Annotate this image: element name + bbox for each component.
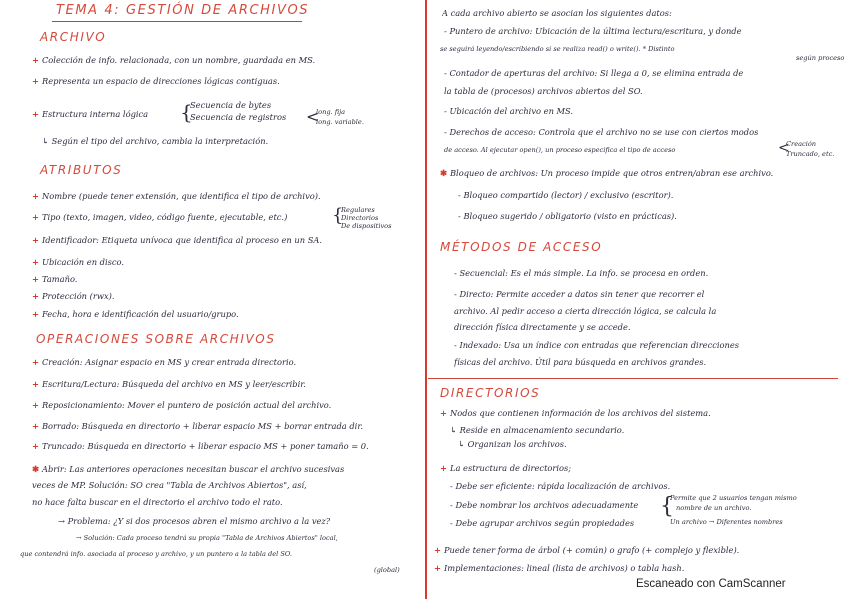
tipo-subitem: De dispositivos [341, 222, 392, 230]
nombrar-subitem: Permite que 2 usuarios tengan mismo [670, 494, 797, 502]
archivo-subitem: long. fija [316, 108, 346, 116]
operaciones-line: + Reposicionamiento: Mover el puntero de posición actual del archivo. [32, 400, 332, 410]
operaciones-line: veces de MP. Solución: SO crea "Tabla de Archivos Abiertos", así, [32, 480, 307, 490]
nombrar-subitem: nombre de un archivo. [676, 504, 752, 512]
archivo-line: + Colección de info. relacionada, con un nombre, guardada en MS. [32, 55, 316, 65]
metodos-line: - Indexado: Usa un índice con entradas que referencian direcciones [454, 340, 740, 350]
directorios-line: + La estructura de directorios; [440, 463, 572, 473]
scanner-watermark: Escaneado con CamScanner [636, 578, 786, 590]
brace-icon: < [778, 140, 790, 156]
center-divider [425, 0, 427, 599]
atributos-line: + Tipo (texto, imagen, video, código fuente, ejecutable, etc.) [32, 212, 288, 222]
title-underline [52, 21, 302, 22]
intro-line: se seguirá leyendo/escribiendo si se realiza read() o write(). * Distinto [440, 45, 675, 53]
archivo-line: ↳ Según el tipo del archivo, cambia la interpretación. [42, 136, 269, 146]
directorios-line: - Debe agrupar archivos según propiedades [450, 518, 635, 528]
acceso-subitem: Truncado, etc. [786, 150, 835, 158]
archivo-line: + Estructura interna lógica [32, 109, 149, 119]
directorios-line: - Debe ser eficiente: rápida localización de archivos. [450, 481, 671, 491]
intro-line: A cada archivo abierto se asocian los siguientes datos: [442, 8, 672, 18]
intro-line: la tabla de (procesos) archivos abiertos del SO. [444, 86, 643, 96]
brace-icon: { [332, 205, 344, 226]
directorios-heading: DIRECTORIOS [440, 386, 541, 400]
acceso-subitem: Creación [786, 140, 817, 148]
directorios-line: + Implementaciones: lineal (lista de archivos) o tabla hash. [434, 563, 685, 573]
metodos-line: archivo. Al pedir acceso a cierta dirección lógica, se calcula la [454, 306, 717, 316]
operaciones-heading: OPERACIONES SOBRE ARCHIVOS [36, 332, 276, 346]
intro-line: - Bloqueo sugerido / obligatorio (visto en prácticas). [458, 211, 677, 221]
archivo-subitem: Secuencia de bytes [190, 100, 272, 110]
operaciones-line: → Solución: Cada proceso tendrá su propia "Tabla de Archivos Abiertos" local, [76, 534, 338, 542]
atributos-line: + Nombre (puede tener extensión, que identifica el tipo de archivo). [32, 191, 321, 201]
tipo-subitem: Directorios [341, 214, 379, 222]
brace-icon: { [180, 100, 193, 124]
atributos-line: + Tamaño. [32, 274, 78, 284]
intro-line: - Puntero de archivo: Ubicación de la última lectura/escritura, y donde [444, 26, 742, 36]
atributos-heading: ATRIBUTOS [40, 163, 123, 177]
atributos-line: + Ubicación en disco. [32, 257, 125, 267]
intro-line: - Bloqueo compartido (lector) / exclusivo (escritor). [458, 190, 674, 200]
directorios-line: ↳ Organizan los archivos. [458, 439, 567, 449]
archivo-subitem: Secuencia de registros [190, 112, 287, 122]
operaciones-line: + Truncado: Búsqueda en directorio + liberar espacio MS + poner tamaño = 0. [32, 441, 369, 451]
archivo-line: + Representa un espacio de direcciones lógicas contiguas. [32, 76, 280, 86]
metodos-line: físicas del archivo. Útil para búsqueda en archivos grandes. [454, 357, 707, 367]
operaciones-line: + Escritura/Lectura: Búsqueda del archivo en MS y leer/escribir. [32, 379, 306, 389]
brace-icon: { [660, 494, 674, 519]
operaciones-line: (global) [374, 566, 400, 574]
intro-line: - Ubicación del archivo en MS. [444, 106, 574, 116]
section-divider [428, 378, 838, 379]
atributos-line: + Protección (rwx). [32, 291, 115, 301]
brace-icon: < [306, 107, 320, 126]
intro-line: de acceso. Al ejecutar open(), un proceso especifica el tipo de acceso [444, 146, 676, 154]
intro-note: según proceso [796, 54, 845, 62]
archivo-heading: ARCHIVO [40, 30, 107, 44]
operaciones-line: ✱ Abrir: Las anteriores operaciones necesitan buscar el archivo sucesivas [32, 464, 345, 474]
arrow-icon: ↳ [450, 425, 460, 435]
metodos-heading: MÉTODOS DE ACCESO [440, 240, 603, 254]
directorios-line: ↳ Reside en almacenamiento secundario. [450, 425, 625, 435]
metodos-line: - Secuencial: Es el más simple. La info. se procesa en orden. [454, 268, 709, 278]
intro-line: - Derechos de acceso: Controla que el archivo no se use con ciertos modos [444, 127, 759, 137]
operaciones-line: que contendrá info. asociada al proceso y archivo, y un puntero a la tabla del SO. [20, 550, 292, 558]
intro-line: ✱ Bloqueo de archivos: Un proceso impide que otros entren/abran ese archivo. [440, 168, 774, 178]
atributos-line: + Identificador: Etiqueta unívoca que identifica al proceso en un SA. [32, 235, 323, 245]
operaciones-line: → Problema: ¿Y si dos procesos abren el mismo archivo a la vez? [58, 516, 331, 526]
metodos-line: dirección física directamente y se accede. [454, 322, 631, 332]
operaciones-line: + Borrado: Búsqueda en directorio + liberar espacio MS + borrar entrada dir. [32, 421, 364, 431]
intro-line: - Contador de aperturas del archivo: Si llega a 0, se elimina entrada de [444, 68, 744, 78]
arrow-icon: ↳ [458, 439, 468, 449]
nombrar-subitem: Un archivo → Diferentes nombres [670, 518, 783, 526]
directorios-line: + Nodos que contienen información de los archivos del sistema. [440, 408, 711, 418]
page-title: TEMA 4: GESTIÓN DE ARCHIVOS [56, 3, 310, 18]
atributos-line: + Fecha, hora e identificación del usuario/grupo. [32, 309, 239, 319]
archivo-subitem: long. variable. [316, 118, 364, 126]
tipo-subitem: Regulares [341, 206, 375, 214]
arrow-icon: ↳ [42, 136, 52, 146]
directorios-line: - Debe nombrar los archivos adecuadamente [450, 500, 639, 510]
operaciones-line: + Creación: Asignar espacio en MS y crear entrada directorio. [32, 357, 297, 367]
directorios-line: + Puede tener forma de árbol (+ común) o grafo (+ complejo y flexible). [434, 545, 740, 555]
operaciones-line: no hace falta buscar en el directorio el archivo todo el rato. [32, 497, 283, 507]
metodos-line: - Directo: Permite acceder a datos sin tener que recorrer el [454, 289, 705, 299]
